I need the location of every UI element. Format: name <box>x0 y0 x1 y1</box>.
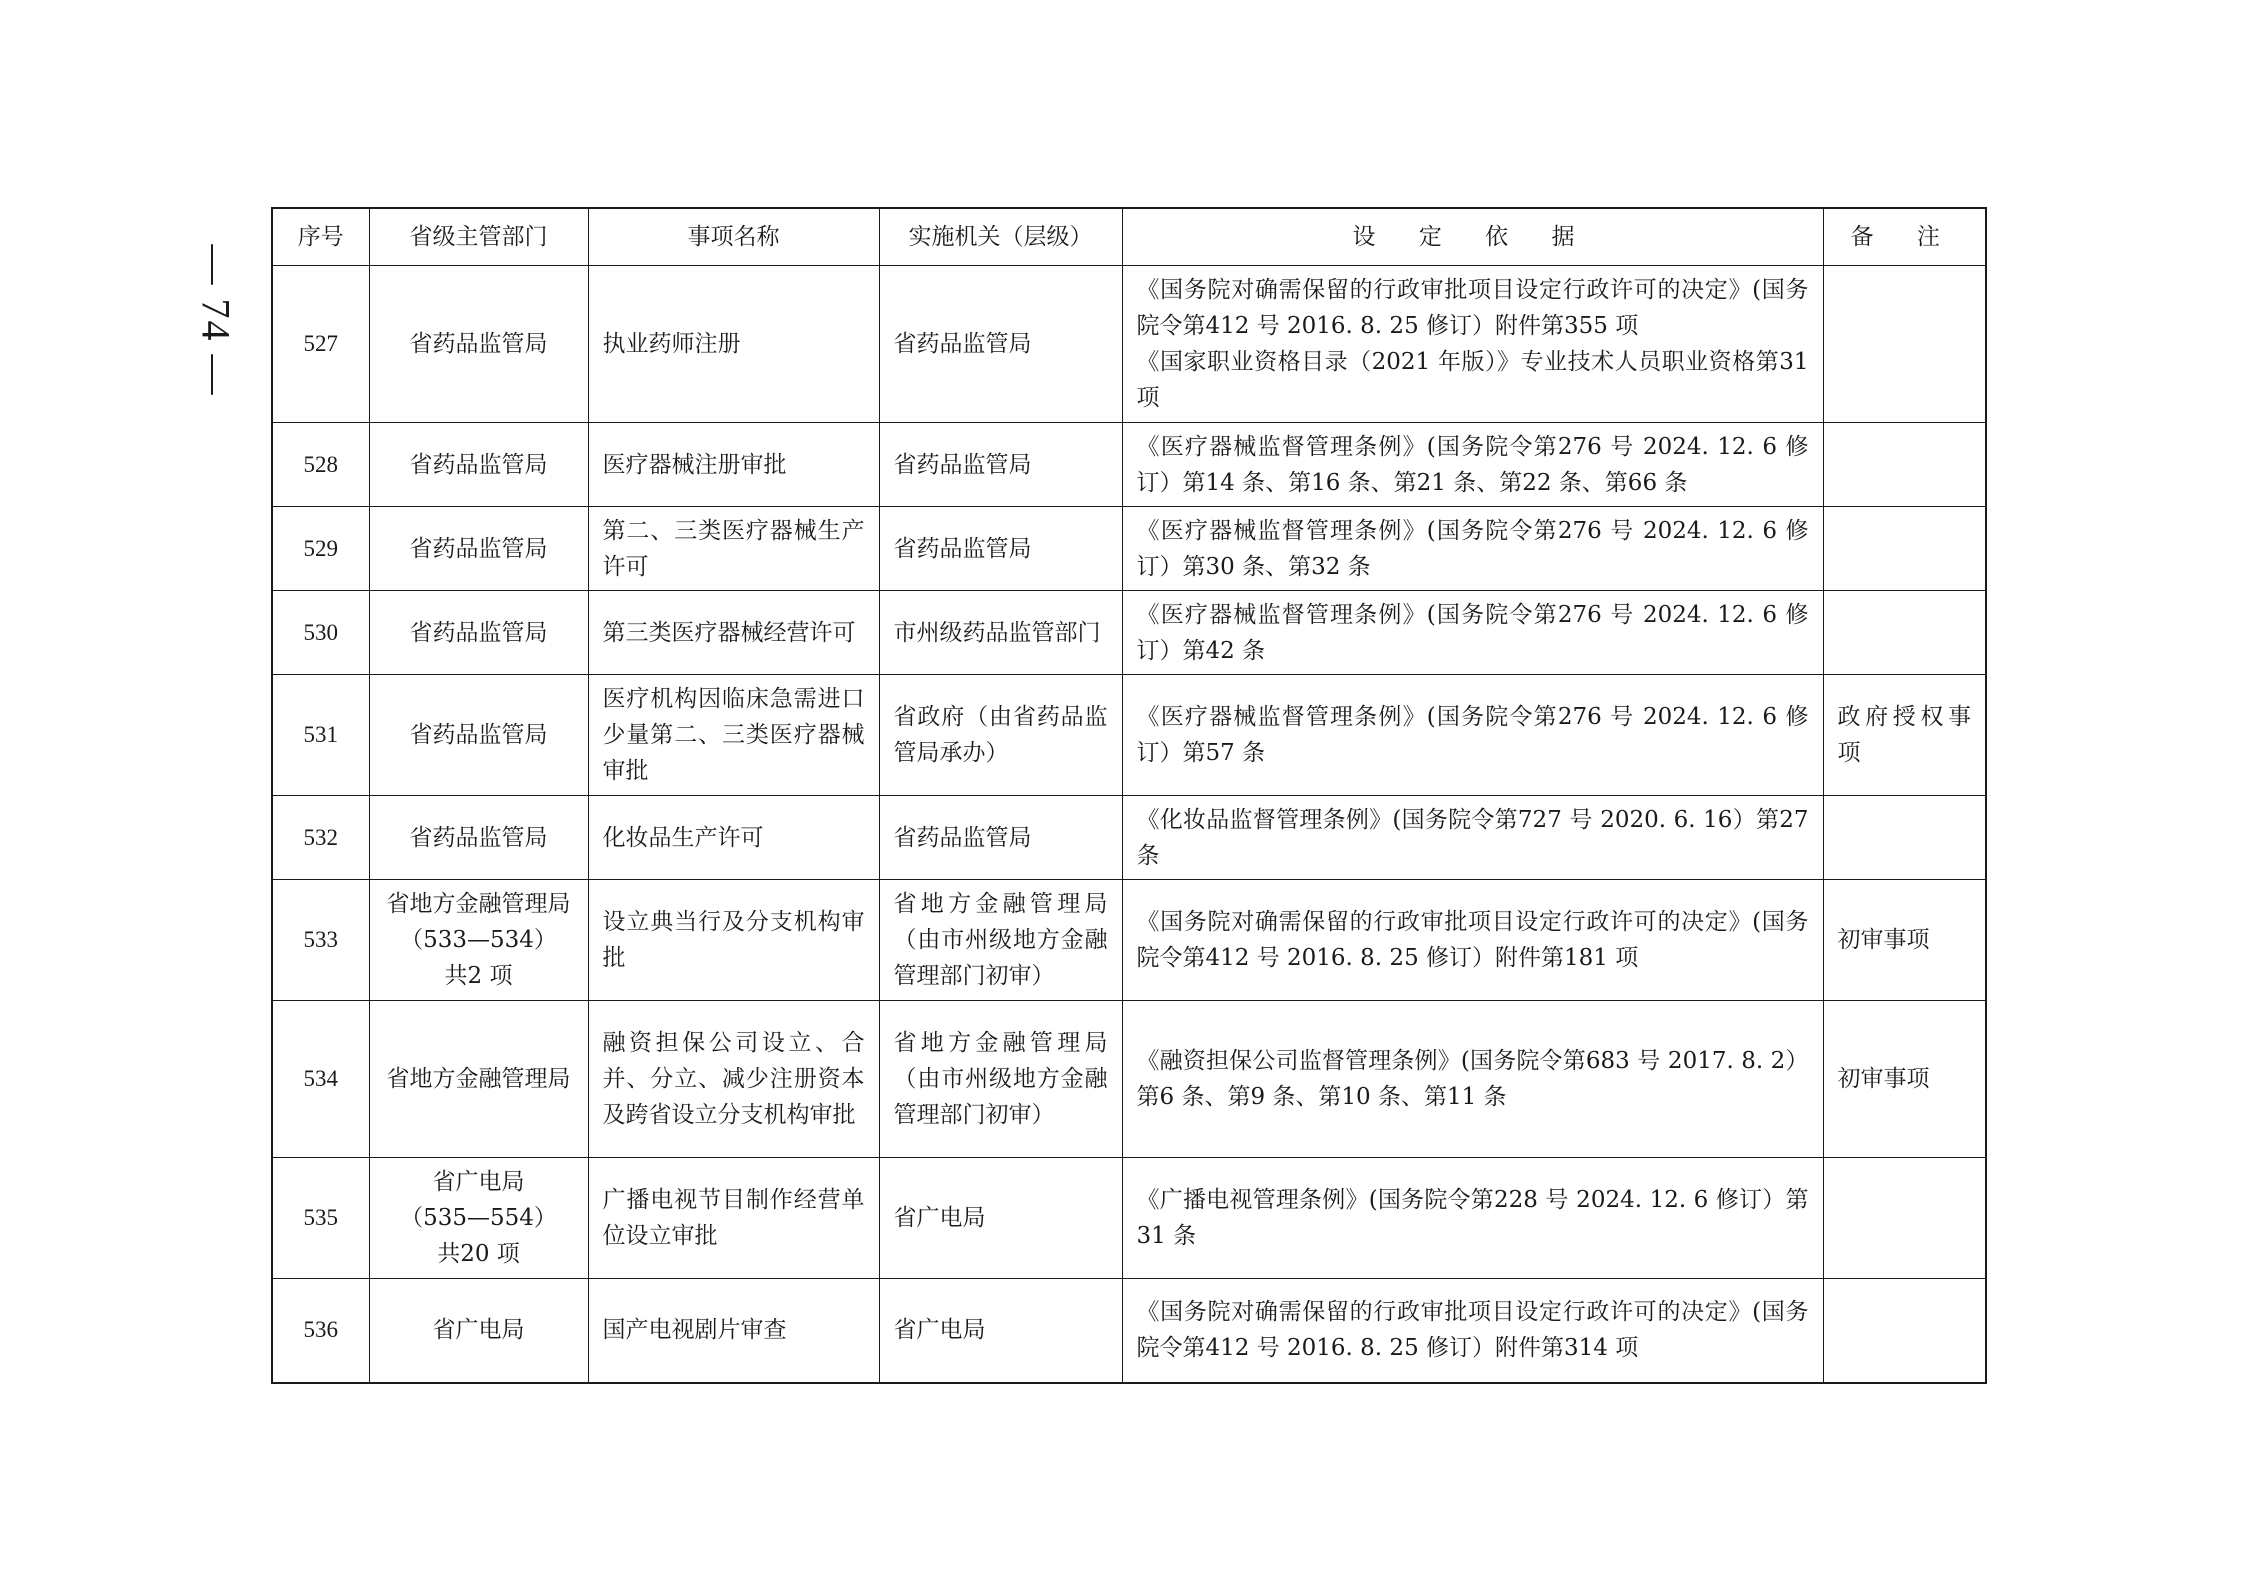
cell-dept <box>369 591 588 675</box>
header-agency: 实施机关（层级） <box>879 208 1122 266</box>
cell-note <box>1823 266 1986 423</box>
cell-no: 527 <box>272 266 369 423</box>
cell-no: 531 <box>272 675 369 796</box>
basis-line: 《广播电视管理条例》(国务院令第228 号 2024. 12. 6 修订）第31 条 <box>1136 1187 1809 1249</box>
basis-line: 《国务院对确需保留的行政审批项目设定行政许可的决定》(国务院令第412 号 2016. 8. 25 修订）附件第181 项 <box>1136 909 1809 971</box>
dept-line: 省药品监管局 <box>409 824 548 851</box>
table-row <box>272 1279 1986 1383</box>
cell-no: 536 <box>272 1279 369 1383</box>
cell-basis <box>1122 1158 1823 1279</box>
table-row <box>272 266 1986 423</box>
cell-agency: 省药品监管局 <box>879 796 1122 880</box>
basis-line: 《融资担保公司监督管理条例》(国务院令第683 号 2017. 8. 2）第6 条、第9 条、第10 条、第11 条 <box>1136 1048 1809 1110</box>
table-row <box>272 1158 1986 1279</box>
table-row <box>272 591 1986 675</box>
cell-basis <box>1122 591 1823 675</box>
cell-no: 528 <box>272 423 369 507</box>
header-name: 事项名称 <box>588 208 879 266</box>
basis-line: 《医疗器械监督管理条例》(国务院令第276 号 2024. 12. 6 修订）第14 条、第16 条、第21 条、第22 条、第66 条 <box>1136 433 1809 496</box>
basis-line: 《国务院对确需保留的行政审批项目设定行政许可的决定》(国务院令第412 号 2016. 8. 25 修订）附件第355 项 <box>1136 277 1809 339</box>
cell-name: 第三类医疗器械经营许可 <box>588 591 879 675</box>
cell-note: 初审事项 <box>1823 880 1986 1001</box>
cell-note: 初审事项 <box>1823 1001 1986 1158</box>
header-no: 序号 <box>272 208 369 266</box>
basis-line: 《国家职业资格目录（2021 年版）》专业技术人员职业资格第31 项 <box>1136 349 1809 411</box>
cell-no: 534 <box>272 1001 369 1158</box>
cell-no: 529 <box>272 507 369 591</box>
table-row <box>272 423 1986 507</box>
cell-dept <box>369 1279 588 1383</box>
cell-name: 设立典当行及分支机构审批 <box>588 880 879 1001</box>
basis-line: 《医疗器械监督管理条例》(国务院令第276 号 2024. 12. 6 修订）第30 条、第32 条 <box>1136 517 1809 580</box>
table-row <box>272 1001 1986 1158</box>
cell-note <box>1823 796 1986 880</box>
cell-agency: 市州级药品监管部门 <box>879 591 1122 675</box>
dept-line: （533—534） <box>400 927 557 953</box>
cell-name: 广播电视节目制作经营单位设立审批 <box>588 1158 879 1279</box>
cell-dept <box>369 1158 588 1279</box>
cell-no: 535 <box>272 1158 369 1279</box>
dept-line: 省广电局 <box>432 1169 525 1195</box>
page-number <box>176 235 256 405</box>
cell-basis <box>1122 507 1823 591</box>
table-row <box>272 675 1986 796</box>
cell-note <box>1823 1279 1986 1383</box>
cell-name: 国产电视剧片审查 <box>588 1279 879 1383</box>
cell-name: 医疗机构因临床急需进口少量第二、三类医疗器械审批 <box>588 675 879 796</box>
cell-name: 化妆品生产许可 <box>588 796 879 880</box>
cell-dept <box>369 880 588 1001</box>
cell-dept <box>369 1001 588 1158</box>
cell-name: 医疗器械注册审批 <box>588 423 879 507</box>
cell-name: 执业药师注册 <box>588 266 879 423</box>
header-dept: 省级主管部门 <box>369 208 588 266</box>
cell-dept <box>369 507 588 591</box>
cell-agency: 省政府（由省药品监管局承办） <box>879 675 1122 796</box>
dept-line: 共2 项 <box>444 963 513 989</box>
basis-line: 《化妆品监督管理条例》(国务院令第727 号 2020. 6. 16）第27 条 <box>1136 806 1809 869</box>
cell-name: 融资担保公司设立、合并、分立、减少注册资本及跨省设立分支机构审批 <box>588 1001 879 1158</box>
dept-line: 省地方金融管理局 <box>386 1066 571 1092</box>
cell-note <box>1823 591 1986 675</box>
basis-line: 《医疗器械监督管理条例》(国务院令第276 号 2024. 12. 6 修订）第57 条 <box>1136 704 1809 766</box>
cell-basis <box>1122 1001 1823 1158</box>
dept-line: 省药品监管局 <box>409 451 548 478</box>
cell-basis <box>1122 796 1823 880</box>
dept-line: 省地方金融管理局 <box>386 891 571 917</box>
dept-line: 省广电局 <box>432 1317 525 1344</box>
cell-note <box>1823 423 1986 507</box>
cell-basis <box>1122 880 1823 1001</box>
dept-line: 省药品监管局 <box>409 331 548 357</box>
cell-no: 532 <box>272 796 369 880</box>
cell-no: 530 <box>272 591 369 675</box>
cell-dept <box>369 675 588 796</box>
header-basis: 设 定 依 据 <box>1122 208 1823 266</box>
cell-basis <box>1122 266 1823 423</box>
cell-agency: 省药品监管局 <box>879 423 1122 507</box>
cell-agency: 省药品监管局 <box>879 507 1122 591</box>
table-row <box>272 507 1986 591</box>
dept-line: 省药品监管局 <box>409 722 548 748</box>
dept-line: 省药品监管局 <box>409 619 548 646</box>
header-row <box>272 208 1986 266</box>
page-number-text: — 74 — <box>193 244 239 396</box>
cell-agency: 省药品监管局 <box>879 266 1122 423</box>
dept-line: 共20 项 <box>437 1241 520 1267</box>
cell-agency: 省地方金融管理局（由市州级地方金融管理部门初审） <box>879 1001 1122 1158</box>
table-row <box>272 880 1986 1001</box>
cell-dept <box>369 796 588 880</box>
cell-note <box>1823 1158 1986 1279</box>
header-note: 备 注 <box>1823 208 1986 266</box>
cell-agency: 省广电局 <box>879 1158 1122 1279</box>
basis-line: 《医疗器械监督管理条例》(国务院令第276 号 2024. 12. 6 修订）第42 条 <box>1136 601 1809 664</box>
cell-dept <box>369 266 588 423</box>
permit-table <box>271 207 1987 1384</box>
cell-basis <box>1122 1279 1823 1383</box>
table-row <box>272 796 1986 880</box>
cell-note <box>1823 507 1986 591</box>
cell-name: 第二、三类医疗器械生产许可 <box>588 507 879 591</box>
cell-basis <box>1122 675 1823 796</box>
basis-line: 《国务院对确需保留的行政审批项目设定行政许可的决定》(国务院令第412 号 2016. 8. 25 修订）附件第314 项 <box>1136 1299 1809 1362</box>
cell-basis <box>1122 423 1823 507</box>
dept-line: 省药品监管局 <box>409 535 548 562</box>
cell-agency: 省地方金融管理局（由市州级地方金融管理部门初审） <box>879 880 1122 1001</box>
dept-line: （535—554） <box>400 1205 557 1231</box>
cell-dept <box>369 423 588 507</box>
table-body <box>272 266 1986 1383</box>
cell-agency: 省广电局 <box>879 1279 1122 1383</box>
cell-no: 533 <box>272 880 369 1001</box>
cell-note: 政府授权事项 <box>1823 675 1986 796</box>
